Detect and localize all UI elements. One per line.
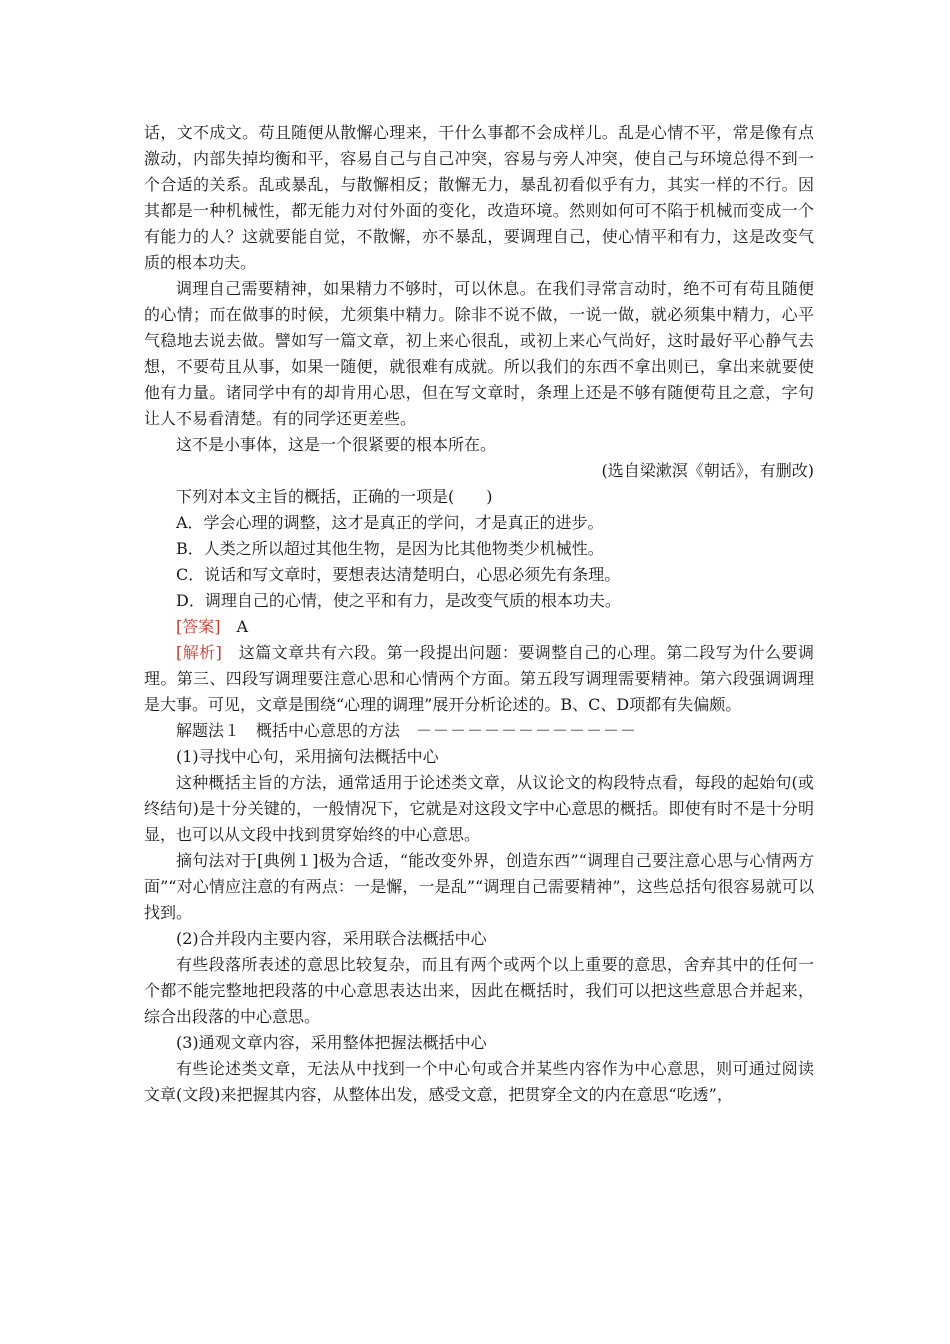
- answer-value: A: [220, 617, 249, 636]
- question-stem: 下列对本文主旨的概括，正确的一项是( ): [176, 487, 493, 506]
- method-heading-2: (2)合并段内主要内容，采用联合法概括中心: [176, 929, 487, 948]
- paragraph-conclusion: 这不是小事体，这是一个很紧要的根本所在。: [176, 435, 497, 454]
- analysis-paragraph: [144, 640, 814, 718]
- paragraph-continued: 话，文不成文。苟且随便从散懈心理来，干什么事都不会成样儿。乱是心情不平，常是像有点激动，内部失掉均衡和平，容易自己与自己冲突，容易与旁人冲突，使自己与环境总得不到一个合适的关系。乱或暴乱，与散懈相反；散懈无力，暴乱初看似乎有力，其实一样的不行。因其都是一种机械性，都无能力对付外面的变化，改造环境。然则如何可不陷于机械而变成一个有能力的人？这就要能自觉，不散懈，亦不暴乱，要调理自己，使心情平和有力，这是改变气质的根本功夫。: [144, 123, 814, 272]
- method-3-para-1: 有些论述类文章，无法从中找到一个中心句或合并某些内容作为中心意思，则可通过阅读文章(文段)来把握其内容，从整体出发，感受文意，把贯穿全文的内在意思“吃透”，: [144, 1059, 814, 1104]
- source-citation: (选自梁漱溟《朝话》，有删改): [601, 461, 814, 480]
- analysis-label: [解析]: [176, 643, 222, 662]
- option-d: D．调理自己的心情，使之平和有力，是改变气质的根本功夫。: [176, 591, 621, 610]
- method-1-para-1: 这种概括主旨的方法，通常适用于论述类文章，从议论文的构段特点看，每段的起始句(或终结句)是十分关键的，一般情况下，它就是对这段文字中心意思的概括。即使有时不是十分明显，也可以从文段中找到贯穿始终的中心意思。: [144, 773, 814, 844]
- option-a: A．学会心理的调整，这才是真正的学问，才是真正的进步。: [176, 513, 604, 532]
- answer-line: [144, 614, 814, 640]
- method-2-para-1: 有些段落所表述的意思比较复杂，而且有两个或两个以上重要的意思，舍弃其中的任何一个都不能完整地把段落的中心意思表达出来，因此在概括时，我们可以把这些意思合并起来，综合出段落的中心意思。: [144, 955, 814, 1026]
- method-title-text: 解题法１ 概括中心意思的方法: [176, 721, 417, 740]
- paragraph-spirit: 调理自己需要精神，如果精力不够时，可以休息。在我们寻常言动时，绝不可有苟且随便的心情；而在做事的时候，尤须集中精力。除非不说不做，一说一做，就必须集中精力，心平气稳地去说去做。譬如写一篇文章，初上来心很乱，或初上来心气尚好，这时最好平心静气去想，不要苟且从事，如果一随便，就很难有成就。所以我们的东西不拿出则已，拿出来就要使他有力量。诸同学中有的却肯用心思，但在写文章时，条理上还是不够有随便苟且之意，字句让人不易看清楚。有的同学还更差些。: [144, 279, 814, 428]
- method-title: [144, 718, 814, 744]
- method-heading-1: (1)寻找中心句，采用摘句法概括中心: [176, 747, 439, 766]
- method-heading-3: (3)通观文章内容，采用整体把握法概括中心: [176, 1033, 487, 1052]
- method-1-para-2: 摘句法对于[典例１]极为合适，“能改变外界，创造东西”“调理自己要注意心思与心情两方面”“对心情应注意的有两点：一是懈，一是乱”“调理自己需要精神”，这些总括句很容易就可以找到。: [144, 851, 814, 922]
- option-c: C．说话和写文章时，要想表达清楚明白，心思必须先有条理。: [176, 565, 621, 584]
- analysis-text: 这篇文章共有六段。第一段提出问题：要调整自己的心理。第二段写为什么要调理。第三、四段写调理要注意心思和心情两个方面。第五段写调理需要精神。第六段强调调理是大事。可见，文章是围绕“心理的调理”展开分析论述的。B、C、D项都有失偏颇。: [144, 643, 814, 714]
- document-body: [144, 120, 814, 1108]
- method-title-dashes: －－－－－－－－－－－－－: [416, 721, 638, 740]
- option-b: B．人类之所以超过其他生物，是因为比其他物类少机械性。: [176, 539, 604, 558]
- answer-label: [答案]: [176, 617, 221, 636]
